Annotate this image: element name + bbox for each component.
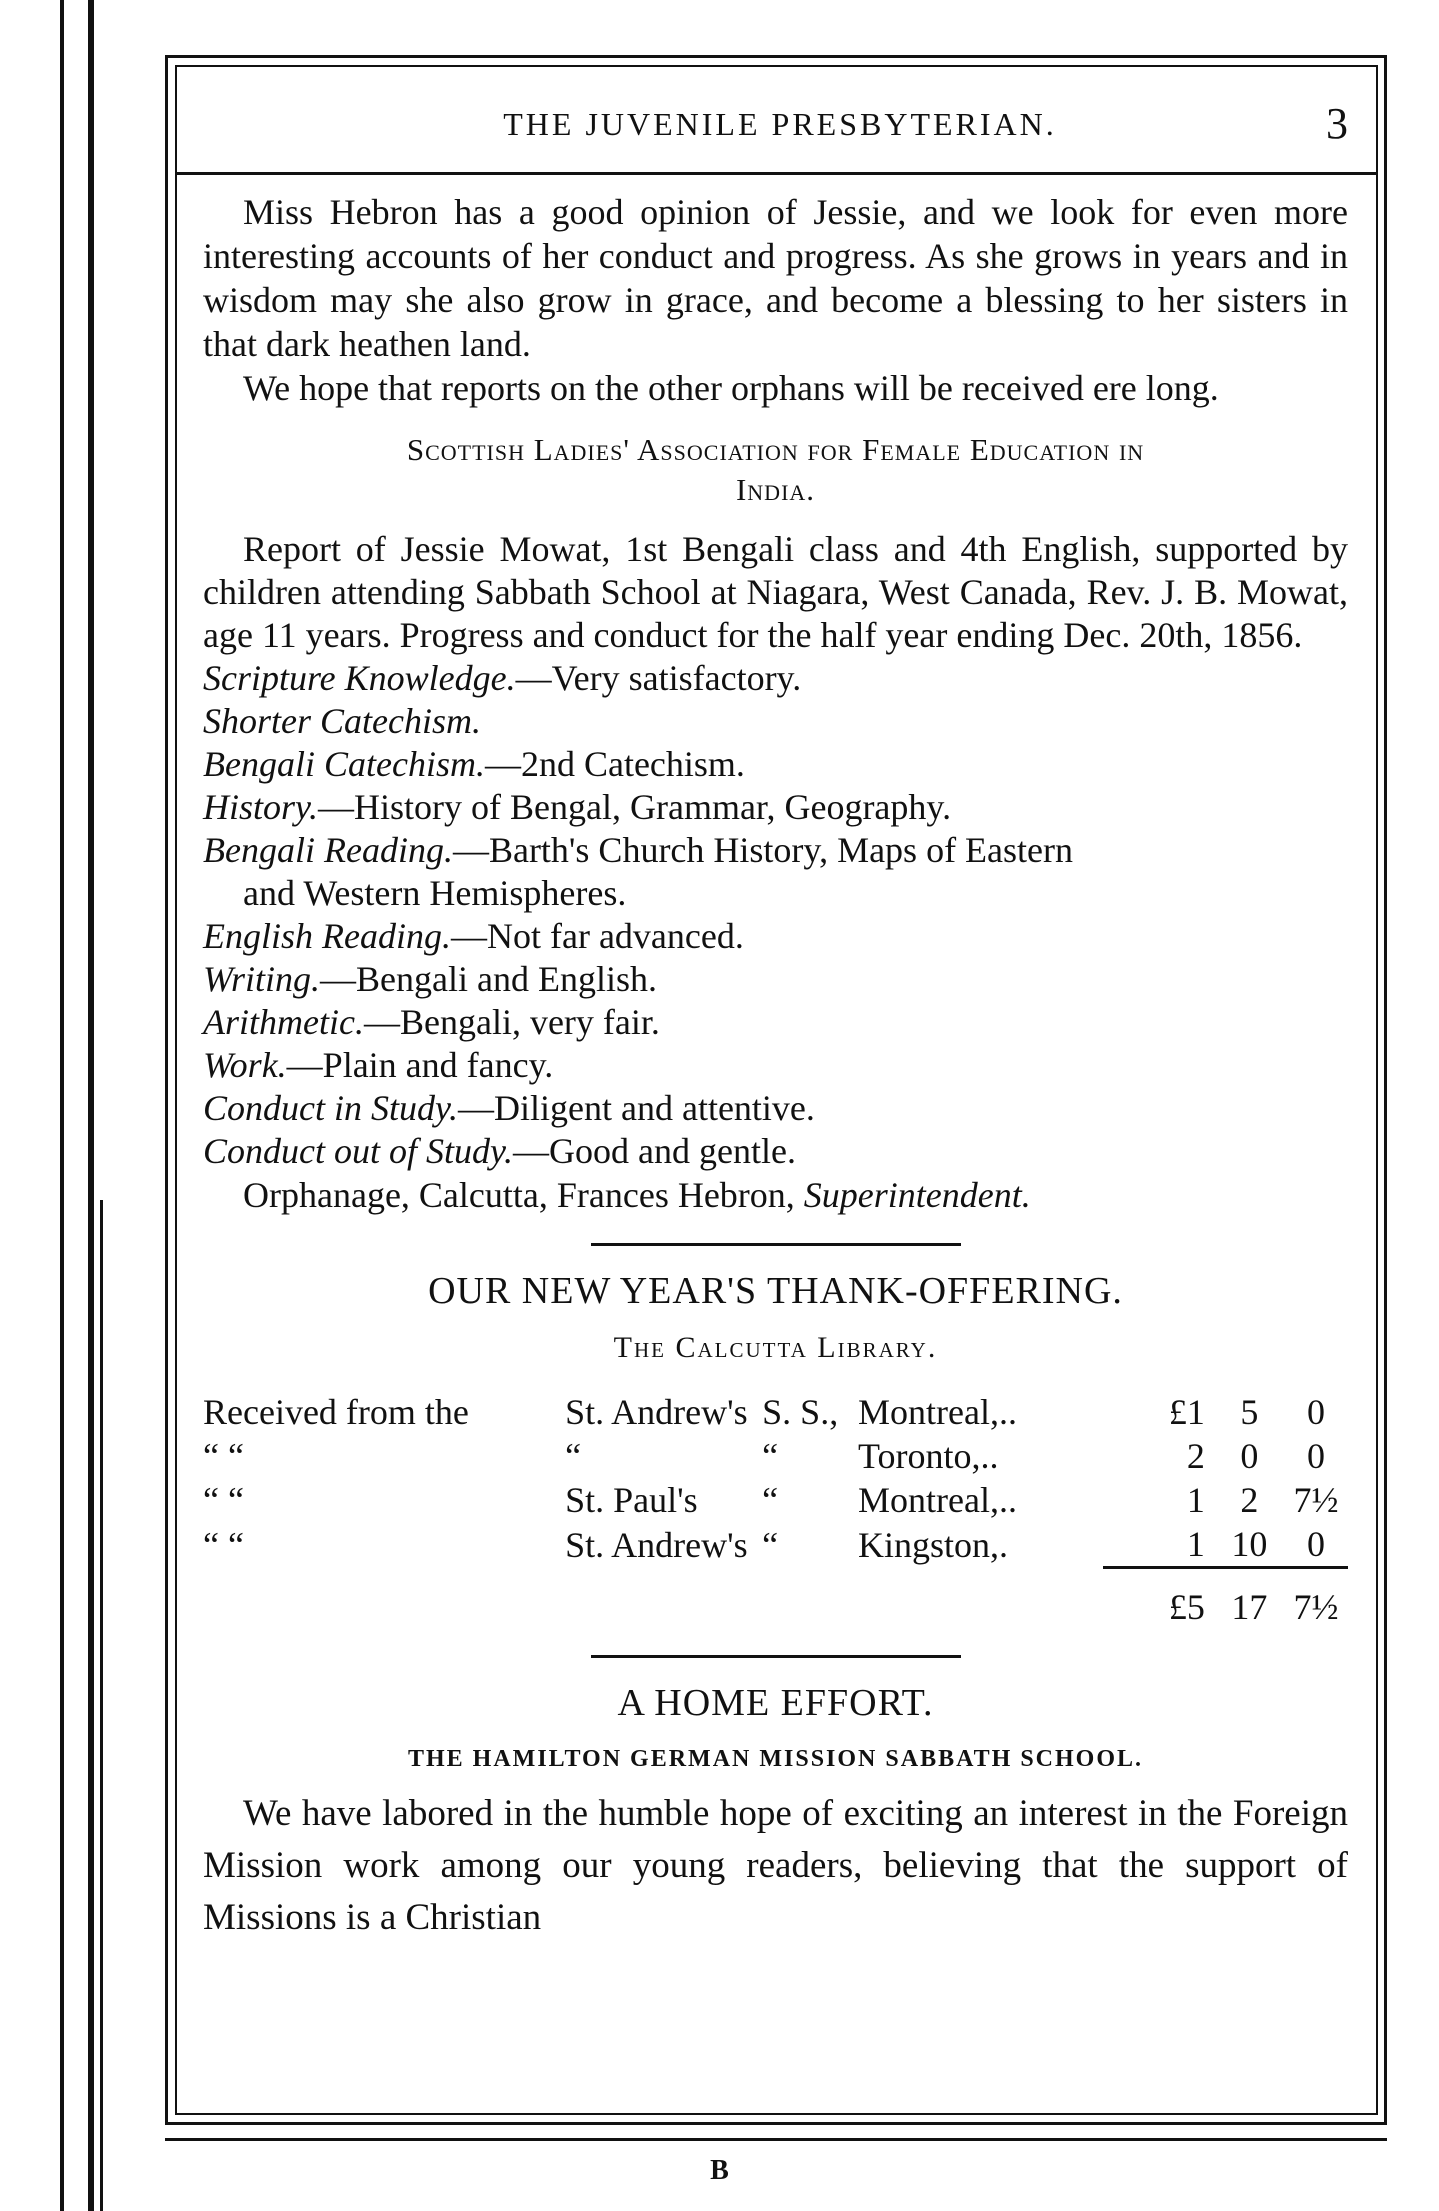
bottom-rule: [165, 2138, 1387, 2141]
report-paragraph: Report of Jessie Mowat, 1st Bengali class and 4th English, supported by children attending Sabbath School at Niagara, West Canada, Rev. J. B. Mowat, age 11 years. Progress and conduct for the half year ending Dec. 20th, 1856.: [203, 529, 1348, 655]
subject-item: Shorter Catechism.: [203, 701, 481, 741]
signature-mark: B: [710, 2155, 729, 2186]
table-row: “ “ St. Andrew's “ Kingston,. 1 10 0: [203, 1524, 1326, 1565]
offering-heading: OUR NEW YEAR'S THANK-OFFERING.: [428, 1270, 1123, 1312]
scan-edge-left-3: [100, 1200, 103, 2211]
subject-item: Conduct out of Study.—Good and gentle.: [203, 1131, 796, 1171]
intro-paragraph-1: Miss Hebron has a good opinion of Jessie, and we look for even more interesting accounts of her conduct and progress. As she grows in years and in wisdom may she also grow in grace, and become a blessing to her sisters in that dark heathen land.: [203, 192, 1348, 364]
subject-item-continuation: and Western Hemispheres.: [243, 873, 627, 913]
report-signature: Orphanage, Calcutta, Frances Hebron, Superintendent.: [243, 1175, 1031, 1215]
total-row: [203, 1585, 1348, 1629]
total-rule-row: [203, 1568, 1348, 1586]
table-row: “ “ St. Paul's “ Montreal,.. 1 2 7½: [203, 1480, 1339, 1520]
subject-item: Scripture Knowledge.—Very satisfactory.: [203, 658, 802, 698]
total-pence: 7½: [1293, 1587, 1339, 1627]
total-pounds: £5: [1168, 1587, 1205, 1627]
page-number: 3: [1326, 99, 1348, 148]
association-title-line2: India.: [735, 472, 816, 507]
subject-item: Bengali Catechism.—2nd Catechism.: [203, 744, 745, 784]
subject-list: [203, 657, 1348, 1173]
home-effort-subheading: THE HAMILTON GERMAN MISSION SABBATH SCHOOL.: [407, 1746, 1144, 1772]
section-divider: [591, 1243, 961, 1246]
offering-table: [203, 1390, 1348, 1629]
subject-item: English Reading.—Not far advanced.: [203, 916, 744, 956]
subject-item: Bengali Reading.—Barth's Church History, Maps of Eastern: [203, 830, 1074, 870]
page-content: [203, 190, 1348, 1944]
header-rule: [175, 172, 1378, 175]
scan-edge-left-2: [88, 0, 94, 2211]
section-divider: [591, 1655, 961, 1658]
intro-paragraph-2: We hope that reports on the other orphans will be received ere long.: [243, 368, 1219, 408]
subject-item: Arithmetic.—Bengali, very fair.: [203, 1002, 660, 1042]
subject-item: History.—History of Bengal, Grammar, Geography.: [203, 787, 952, 827]
subject-item: Conduct in Study.—Diligent and attentive.: [203, 1088, 815, 1128]
offering-subheading: The Calcutta Library.: [613, 1331, 938, 1364]
association-title: [203, 430, 1348, 510]
table-row: Received from the St. Andrew's S. S., Montreal,.. £1 5 0: [203, 1392, 1326, 1432]
scan-edge-left-1: [60, 0, 64, 2211]
total-shillings: 17: [1231, 1587, 1268, 1627]
page-header: [200, 98, 1360, 154]
subject-item: Writing.—Bengali and English.: [203, 959, 657, 999]
association-title-line1: Scottish Ladies' Association for Female Education in: [406, 432, 1145, 467]
home-effort-text: We have labored in the humble hope of exciting an interest in the Foreign Mission work among our young readers, believing that the support of Missions is a Christian: [203, 1793, 1348, 1938]
home-effort-heading: A HOME EFFORT.: [617, 1682, 934, 1724]
running-title: THE JUVENILE PRESBYTERIAN.: [503, 106, 1057, 142]
table-row: “ “ “ “ Toronto,.. 2 0 0: [203, 1436, 1326, 1476]
subject-item: Work.—Plain and fancy.: [203, 1045, 554, 1085]
